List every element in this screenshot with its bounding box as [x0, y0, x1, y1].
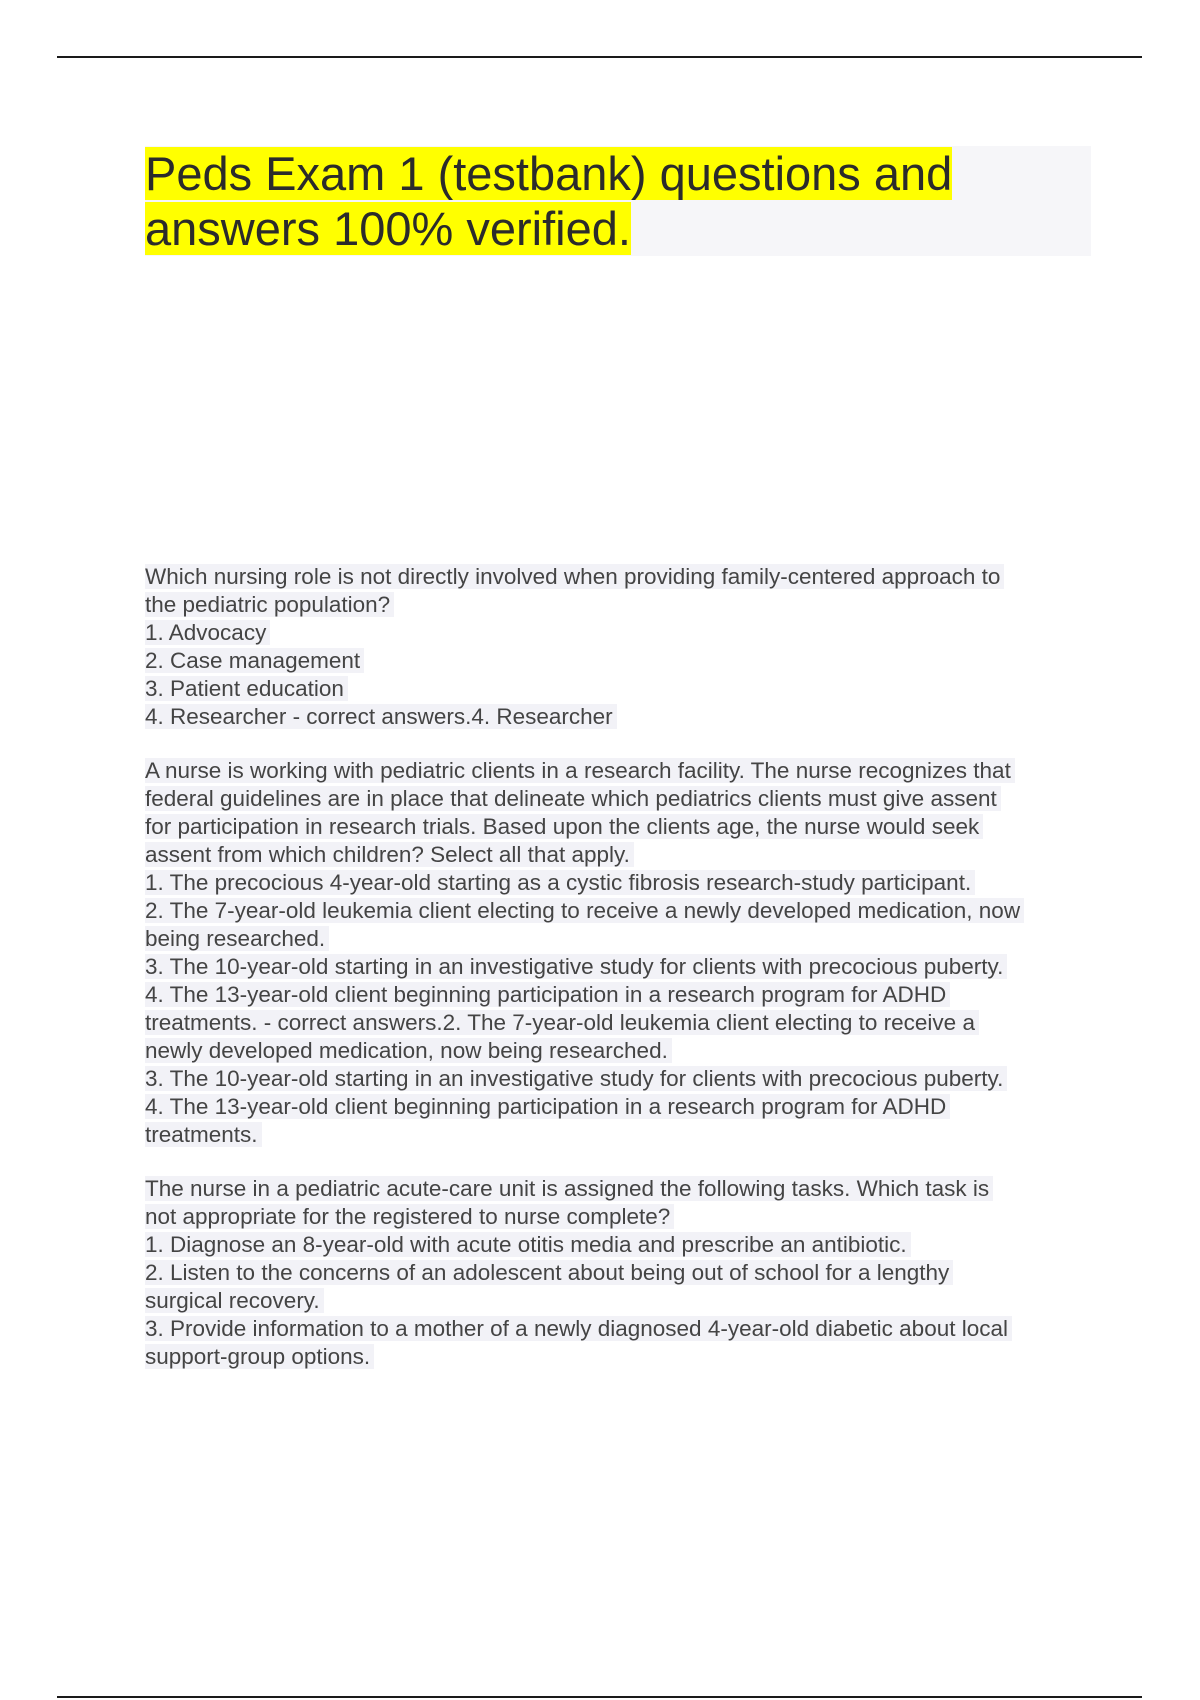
text-line: 1. Diagnose an 8-year-old with acute otitis media and prescribe an antibiotic. [145, 1231, 1095, 1259]
top-rule [57, 56, 1142, 58]
text-line: newly developed medication, now being researched. [145, 1037, 1095, 1065]
text-line: 2. Case management [145, 647, 1095, 675]
text-line: 4. Researcher - correct answers.4. Researcher [145, 703, 1095, 731]
document-body [145, 563, 1095, 1397]
text-line: being researched. [145, 925, 1095, 953]
text-line: Which nursing role is not directly involved when providing family-centered approach to [145, 563, 1095, 591]
text-line: support-group options. [145, 1343, 1095, 1371]
title-line: Peds Exam 1 (testbank) questions and [145, 147, 953, 200]
text-line: 4. The 13-year-old client beginning participation in a research program for ADHD [145, 1093, 1095, 1121]
text-line: surgical recovery. [145, 1287, 1095, 1315]
text-line: assent from which children? Select all that apply. [145, 841, 1095, 869]
text-line: 3. The 10-year-old starting in an investigative study for clients with precocious puberty. [145, 1065, 1095, 1093]
text-line: A nurse is working with pediatric clients in a research facility. The nurse recognizes that [145, 757, 1095, 785]
text-line: 3. Patient education [145, 675, 1095, 703]
text-line: 3. The 10-year-old starting in an investigative study for clients with precocious puberty. [145, 953, 1095, 981]
text-line: for participation in research trials. Based upon the clients age, the nurse would seek [145, 813, 1095, 841]
title-line: answers 100% verified. [145, 202, 631, 255]
question-block [145, 757, 1095, 1149]
document-title [145, 146, 975, 256]
question-block [145, 563, 1095, 731]
text-line: 3. Provide information to a mother of a newly diagnosed 4-year-old diabetic about local [145, 1315, 1095, 1343]
text-line: 4. The 13-year-old client beginning participation in a research program for ADHD [145, 981, 1095, 1009]
text-line: 2. The 7-year-old leukemia client electing to receive a newly developed medication, now [145, 897, 1095, 925]
text-line: federal guidelines are in place that delineate which pediatrics clients must give assent [145, 785, 1095, 813]
text-line: treatments. [145, 1121, 1095, 1149]
text-line: 1. Advocacy [145, 619, 1095, 647]
text-line: The nurse in a pediatric acute-care unit is assigned the following tasks. Which task is [145, 1175, 1095, 1203]
text-line: the pediatric population? [145, 591, 1095, 619]
title-block [145, 146, 1091, 256]
text-line: 1. The precocious 4-year-old starting as a cystic fibrosis research-study participant. [145, 869, 1095, 897]
question-block [145, 1175, 1095, 1371]
text-line: treatments. - correct answers.2. The 7-year-old leukemia client electing to receive a [145, 1009, 1095, 1037]
text-line: not appropriate for the registered to nurse complete? [145, 1203, 1095, 1231]
text-line: 2. Listen to the concerns of an adolescent about being out of school for a lengthy [145, 1259, 1095, 1287]
bottom-rule [57, 1696, 1142, 1698]
